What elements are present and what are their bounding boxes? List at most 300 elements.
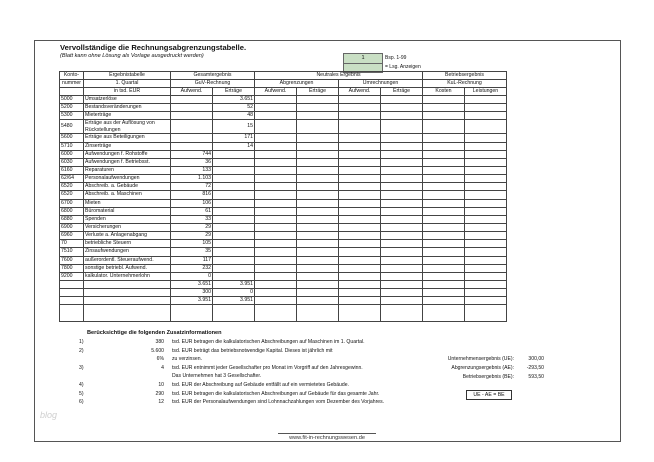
input-cell[interactable]	[465, 158, 507, 166]
input-cell[interactable]	[339, 158, 381, 166]
account-name-cell: Versicherungen	[84, 223, 171, 231]
guv-aufwand-cell: 0	[171, 272, 213, 280]
guv-aufwand-cell: 35	[171, 248, 213, 256]
table-row	[60, 142, 507, 150]
input-cell[interactable]	[297, 199, 339, 207]
input-cell[interactable]	[465, 280, 507, 288]
input-cell[interactable]	[423, 158, 465, 166]
footer-url[interactable]: www.fit-in-rechnungswesen.de	[289, 435, 365, 441]
account-name-cell: kalkulator. Unternehmerlohn	[84, 272, 171, 280]
result-value: 593,50	[528, 374, 544, 380]
input-cell[interactable]	[423, 112, 465, 120]
unit-header: in tsd. EUR	[84, 88, 171, 96]
input-cell[interactable]	[297, 96, 339, 104]
table-row	[60, 264, 507, 272]
guv-aufwand-cell	[171, 142, 213, 150]
guv-ertrag-cell: 52	[213, 104, 255, 112]
input-cell[interactable]	[297, 248, 339, 256]
input-cell[interactable]	[423, 207, 465, 215]
input-cell[interactable]	[381, 215, 423, 223]
col-aufwend-umr: Aufwend.	[339, 88, 381, 96]
guv-ertrag-cell	[213, 191, 255, 199]
konto-cell: 6800	[60, 207, 84, 215]
total-value-cell: 0	[213, 289, 255, 297]
table-row	[60, 272, 507, 280]
input-cell[interactable]	[381, 150, 423, 158]
input-cell[interactable]	[381, 104, 423, 112]
info-number: 5)	[79, 390, 84, 397]
total-value-cell: 3.951	[213, 280, 255, 288]
header-row-3	[60, 88, 507, 96]
input-cell[interactable]	[255, 175, 297, 183]
guv-ertrag-cell	[213, 232, 255, 240]
page-title: Vervollständige die Rechnungsabgrenzungstabelle.	[60, 43, 247, 52]
total-label-cell	[60, 289, 84, 297]
total-label-cell	[84, 289, 171, 297]
input-cell[interactable]	[465, 215, 507, 223]
input-cell[interactable]	[339, 232, 381, 240]
guv-aufwand-cell	[171, 104, 213, 112]
table-row	[60, 207, 507, 215]
table-row	[60, 166, 507, 174]
input-cell[interactable]	[297, 134, 339, 142]
input-cell[interactable]	[381, 191, 423, 199]
input-cell[interactable]	[255, 166, 297, 174]
col-aufwend-guv: Aufwend.	[171, 88, 213, 96]
account-name-cell: Erträge aus der Auflösung von Rückstellungen	[84, 120, 171, 134]
input-cell[interactable]	[381, 207, 423, 215]
guv-ertrag-cell	[213, 215, 255, 223]
total-row	[60, 280, 507, 288]
input-cell[interactable]	[423, 223, 465, 231]
account-name-cell: Abschreib. a. Gebäude	[84, 183, 171, 191]
col-ertraege-abgr: Erträge	[297, 88, 339, 96]
input-cell[interactable]	[423, 175, 465, 183]
header-row-2	[60, 80, 507, 88]
input-cell[interactable]	[381, 223, 423, 231]
input-cell[interactable]	[423, 104, 465, 112]
input-cell[interactable]	[381, 248, 423, 256]
input-cell[interactable]	[297, 215, 339, 223]
konto-cell: 5710	[60, 142, 84, 150]
empty-header	[60, 88, 84, 96]
input-cell[interactable]	[465, 232, 507, 240]
guv-ertrag-cell	[213, 158, 255, 166]
input-cell[interactable]	[297, 207, 339, 215]
konto-cell: 6880	[60, 215, 84, 223]
input-cell[interactable]	[381, 240, 423, 248]
account-name-cell: Büromaterial	[84, 207, 171, 215]
total-label-cell	[84, 280, 171, 288]
input-cell[interactable]	[339, 191, 381, 199]
input-cell[interactable]	[297, 120, 339, 134]
input-cell[interactable]	[297, 150, 339, 158]
input-cell[interactable]	[465, 240, 507, 248]
info-value: 290	[155, 390, 164, 397]
konto-cell: 5000	[60, 96, 84, 104]
guv-ertrag-cell	[213, 264, 255, 272]
input-cell[interactable]	[339, 96, 381, 104]
table-row	[60, 183, 507, 191]
input-cell[interactable]	[381, 134, 423, 142]
input-cell[interactable]	[297, 280, 339, 288]
guv-aufwand-cell: 105	[171, 240, 213, 248]
footer-divider	[278, 433, 376, 434]
input-cell[interactable]	[465, 223, 507, 231]
input-cell[interactable]	[255, 183, 297, 191]
input-cell[interactable]	[255, 207, 297, 215]
total-row	[60, 297, 507, 305]
total-label-cell	[60, 280, 84, 288]
input-cell[interactable]	[255, 215, 297, 223]
input-cell[interactable]	[465, 134, 507, 142]
konto-cell: 6160	[60, 166, 84, 174]
table-row	[60, 112, 507, 120]
input-cell[interactable]	[423, 289, 465, 297]
col-ertraege-guv: Erträge	[213, 88, 255, 96]
konto-cell: 6960	[60, 232, 84, 240]
input-cell[interactable]	[255, 223, 297, 231]
betriebsergebnis-header: Betriebsergebnis	[423, 72, 507, 80]
input-cell[interactable]	[297, 289, 339, 297]
info-text: tsd. EUR der Personalaufwendungen sind Lohnnachzahlungen vom Dezember des Vorjahres.	[172, 399, 385, 406]
input-cell[interactable]	[381, 289, 423, 297]
input-cell[interactable]	[339, 199, 381, 207]
input-cell[interactable]	[465, 264, 507, 272]
input-cell[interactable]	[381, 96, 423, 104]
input-cell[interactable]	[423, 215, 465, 223]
guv-aufwand-cell: 29	[171, 232, 213, 240]
account-name-cell: Umsatzerlöse	[84, 96, 171, 104]
neutrales-ergebnis-header: Neutrales Ergebnis	[255, 72, 423, 80]
table-bottom-spacer	[60, 305, 507, 322]
account-name-cell: Verluste a. Anlagenabgang	[84, 232, 171, 240]
table-row	[60, 104, 507, 112]
info-number: 3)	[79, 364, 84, 371]
ergebnistabelle	[59, 71, 507, 322]
ergebnistabelle-header: Ergebnistabelle	[84, 72, 171, 80]
input-cell[interactable]	[465, 166, 507, 174]
input-cell[interactable]	[423, 166, 465, 174]
total-label-cell	[60, 297, 84, 305]
input-cell[interactable]	[465, 256, 507, 264]
input-cell[interactable]	[381, 120, 423, 134]
input-cell[interactable]	[423, 183, 465, 191]
input-cell[interactable]	[381, 256, 423, 264]
info-text: tsd. EUR beträgt das betriebsnotwendige Kapital. Dieses ist jährlich mit	[172, 347, 333, 354]
konto-cell: 6520	[60, 183, 84, 191]
input-cell[interactable]	[255, 272, 297, 280]
col-aufwend-abgr: Aufwend.	[255, 88, 297, 96]
result-label: Abgrenzungsergebnis (AE):	[451, 365, 514, 371]
konto-cell: 7800	[60, 264, 84, 272]
input-cell[interactable]	[339, 150, 381, 158]
nummer-header: nummer	[60, 80, 84, 88]
input-cell[interactable]	[255, 158, 297, 166]
input-cell[interactable]	[423, 232, 465, 240]
input-cell[interactable]	[255, 150, 297, 158]
input-cell[interactable]	[339, 223, 381, 231]
total-value-cell: 3.951	[171, 297, 213, 305]
input-cell[interactable]	[339, 256, 381, 264]
input-cell[interactable]	[339, 183, 381, 191]
account-name-cell: Mieten	[84, 199, 171, 207]
input-cell[interactable]	[297, 158, 339, 166]
guv-ertrag-cell	[213, 240, 255, 248]
input-cell[interactable]	[465, 248, 507, 256]
input-cell[interactable]	[255, 280, 297, 288]
input-cell[interactable]	[423, 150, 465, 158]
input-cell[interactable]	[339, 240, 381, 248]
input-cell[interactable]	[381, 183, 423, 191]
account-name-cell: Spenden	[84, 215, 171, 223]
input-cell[interactable]	[297, 166, 339, 174]
input-cell[interactable]	[423, 272, 465, 280]
guv-ertrag-cell	[213, 175, 255, 183]
abgrenzungen-header: Abgrenzungen	[255, 80, 339, 88]
guv-ertrag-cell: 171	[213, 134, 255, 142]
page-subtitle: (Blatt kann ohne Lösung als Vorlage ausgedruckt werden)	[60, 53, 204, 59]
info-number: 1)	[79, 339, 84, 345]
guv-aufwand-cell: 232	[171, 264, 213, 272]
info-number: 6)	[79, 399, 84, 406]
konto-cell: 5200	[60, 104, 84, 112]
input-cell[interactable]	[381, 199, 423, 207]
input-cell[interactable]	[339, 297, 381, 305]
input-cell[interactable]	[465, 297, 507, 305]
konto-cell: 5600	[60, 134, 84, 142]
input-cell[interactable]	[339, 264, 381, 272]
input-cell[interactable]	[297, 142, 339, 150]
guv-aufwand-cell: 36	[171, 158, 213, 166]
info-text: zu verzinsen.	[172, 356, 203, 363]
input-cell[interactable]	[423, 134, 465, 142]
input-cell[interactable]	[381, 112, 423, 120]
guv-ertrag-cell	[213, 166, 255, 174]
input-cell[interactable]	[297, 256, 339, 264]
account-name-cell: Reparaturen	[84, 166, 171, 174]
input-cell[interactable]	[423, 297, 465, 305]
input-cell[interactable]	[381, 142, 423, 150]
guv-aufwand-cell	[171, 96, 213, 104]
guv-ertrag-cell	[213, 150, 255, 158]
input-cell[interactable]	[423, 142, 465, 150]
konto-cell: 6030	[60, 158, 84, 166]
table-row	[60, 191, 507, 199]
guv-aufwand-cell	[171, 134, 213, 142]
input-cell[interactable]	[255, 199, 297, 207]
guv-header: GuV-Rechnung	[171, 80, 255, 88]
input-cell[interactable]	[255, 142, 297, 150]
konto-cell: 6520	[60, 191, 84, 199]
input-cell[interactable]	[423, 280, 465, 288]
total-value-cell: 300	[171, 289, 213, 297]
input-cell[interactable]	[465, 142, 507, 150]
input-cell[interactable]	[381, 264, 423, 272]
info-number: 4)	[79, 382, 84, 388]
input-cell[interactable]	[297, 175, 339, 183]
result-label: Unternehmensergebnis (UE):	[447, 356, 514, 362]
info-value: 380	[155, 339, 164, 345]
input-cell[interactable]	[339, 120, 381, 134]
input-cell[interactable]	[423, 248, 465, 256]
konto-cell: 6000	[60, 150, 84, 158]
input-cell[interactable]	[465, 207, 507, 215]
info-value: 10	[158, 382, 164, 388]
input-cell[interactable]	[297, 104, 339, 112]
input-cell[interactable]	[465, 96, 507, 104]
info-value: 4	[161, 364, 164, 371]
guv-aufwand-cell	[171, 120, 213, 134]
guv-aufwand-cell: 1.103	[171, 175, 213, 183]
guv-aufwand-cell: 33	[171, 215, 213, 223]
header-row-1	[60, 72, 507, 80]
result-value: -293,50	[526, 365, 544, 371]
input-cell[interactable]	[423, 264, 465, 272]
input-cell[interactable]	[339, 207, 381, 215]
guv-ertrag-cell	[213, 223, 255, 231]
input-cell[interactable]	[381, 232, 423, 240]
konto-cell: 70	[60, 240, 84, 248]
input-cell[interactable]	[465, 191, 507, 199]
info-value: 6%	[156, 356, 164, 363]
input-cell[interactable]	[255, 264, 297, 272]
input-cell[interactable]	[297, 272, 339, 280]
input-cell[interactable]	[339, 175, 381, 183]
gesamtergebnis-header: Gesamtergebnis	[171, 72, 255, 80]
input-cell[interactable]	[423, 191, 465, 199]
guv-ertrag-cell	[213, 199, 255, 207]
table-row	[60, 223, 507, 231]
konto-cell: 7600	[60, 256, 84, 264]
konto-cell: 5480	[60, 120, 84, 134]
input-cell[interactable]	[465, 183, 507, 191]
input-cell[interactable]	[465, 150, 507, 158]
table-row	[60, 199, 507, 207]
guv-ertrag-cell: 14	[213, 142, 255, 150]
input-cell[interactable]	[339, 104, 381, 112]
input-cell[interactable]	[297, 297, 339, 305]
example-number-input[interactable]: 1	[343, 53, 383, 64]
input-cell[interactable]	[465, 112, 507, 120]
guv-ertrag-cell	[213, 256, 255, 264]
input-cell[interactable]	[465, 175, 507, 183]
input-cell[interactable]	[423, 240, 465, 248]
guv-aufwand-cell	[171, 112, 213, 120]
input-cell[interactable]	[339, 112, 381, 120]
input-cell[interactable]	[465, 199, 507, 207]
table-row	[60, 232, 507, 240]
input-cell[interactable]	[381, 272, 423, 280]
info-text: tsd. EUR entnimmt jeder Gesellschafter pro Monat im Vorgriff auf den Jahresgewinn.	[172, 364, 363, 371]
input-cell[interactable]	[381, 280, 423, 288]
input-cell[interactable]	[339, 215, 381, 223]
info-text: Das Unternehmen hat 3 Gesellschafter.	[172, 373, 262, 380]
konto-header: Konto-	[60, 72, 84, 80]
konto-cell: 6900	[60, 223, 84, 231]
input-cell[interactable]	[255, 134, 297, 142]
input-cell[interactable]	[297, 191, 339, 199]
col-leistungen: Leistungen	[465, 88, 507, 96]
input-cell[interactable]	[381, 297, 423, 305]
umrechnungen-header: Umrechnungen	[339, 80, 423, 88]
guv-ertrag-cell	[213, 248, 255, 256]
account-name-cell: Abschreib. a. Maschinen	[84, 191, 171, 199]
table-row	[60, 150, 507, 158]
input-cell[interactable]	[423, 199, 465, 207]
info-value: 12	[158, 399, 164, 406]
input-cell[interactable]	[255, 232, 297, 240]
input-cell[interactable]	[255, 256, 297, 264]
account-name-cell: Aufwendungen f. Rohstoffe	[84, 150, 171, 158]
input-cell[interactable]	[297, 112, 339, 120]
input-cell[interactable]	[381, 175, 423, 183]
quartal-header: 1. Quartal	[84, 80, 171, 88]
input-cell[interactable]	[465, 272, 507, 280]
input-cell[interactable]	[339, 166, 381, 174]
input-cell[interactable]	[423, 96, 465, 104]
input-cell[interactable]	[297, 264, 339, 272]
kul-header: KuL-Rechnung	[423, 80, 507, 88]
input-cell[interactable]	[381, 158, 423, 166]
guv-aufwand-cell: 117	[171, 256, 213, 264]
input-cell[interactable]	[297, 232, 339, 240]
input-cell[interactable]	[255, 297, 297, 305]
input-cell[interactable]	[255, 120, 297, 134]
account-name-cell: außerordentl. Steueraufwend.	[84, 256, 171, 264]
guv-aufwand-cell: 61	[171, 207, 213, 215]
input-cell[interactable]	[297, 223, 339, 231]
input-cell[interactable]	[465, 289, 507, 297]
input-cell[interactable]	[423, 120, 465, 134]
input-cell[interactable]	[465, 120, 507, 134]
guv-aufwand-cell: 29	[171, 223, 213, 231]
guv-aufwand-cell: 816	[171, 191, 213, 199]
input-cell[interactable]	[255, 191, 297, 199]
input-cell[interactable]	[339, 280, 381, 288]
guv-ertrag-cell: 15	[213, 120, 255, 134]
input-cell[interactable]	[255, 104, 297, 112]
info-number: 2)	[79, 347, 84, 354]
input-cell[interactable]	[381, 166, 423, 174]
input-cell[interactable]	[339, 142, 381, 150]
account-name-cell: Aufwendungen f. Betriebsst.	[84, 158, 171, 166]
konto-cell: 62/64	[60, 175, 84, 183]
input-cell[interactable]	[255, 289, 297, 297]
guv-ertrag-cell	[213, 183, 255, 191]
input-cell[interactable]	[339, 272, 381, 280]
input-cell[interactable]	[255, 112, 297, 120]
konto-cell: 5300	[60, 112, 84, 120]
input-cell[interactable]	[297, 240, 339, 248]
input-cell[interactable]	[297, 183, 339, 191]
input-cell[interactable]	[339, 289, 381, 297]
total-value-cell: 3.951	[213, 297, 255, 305]
input-cell[interactable]	[339, 134, 381, 142]
input-cell[interactable]	[465, 104, 507, 112]
input-cell[interactable]	[255, 96, 297, 104]
input-cell[interactable]	[255, 248, 297, 256]
input-cell[interactable]	[423, 256, 465, 264]
account-name-cell: Zinsaufwendungen	[84, 248, 171, 256]
formula-box: UE - AE = BE	[466, 390, 512, 400]
guv-aufwand-cell: 133	[171, 166, 213, 174]
info-value: 5.600	[151, 347, 164, 354]
input-cell[interactable]	[255, 240, 297, 248]
guv-aufwand-cell: 744	[171, 150, 213, 158]
input-cell[interactable]	[339, 248, 381, 256]
total-row	[60, 289, 507, 297]
